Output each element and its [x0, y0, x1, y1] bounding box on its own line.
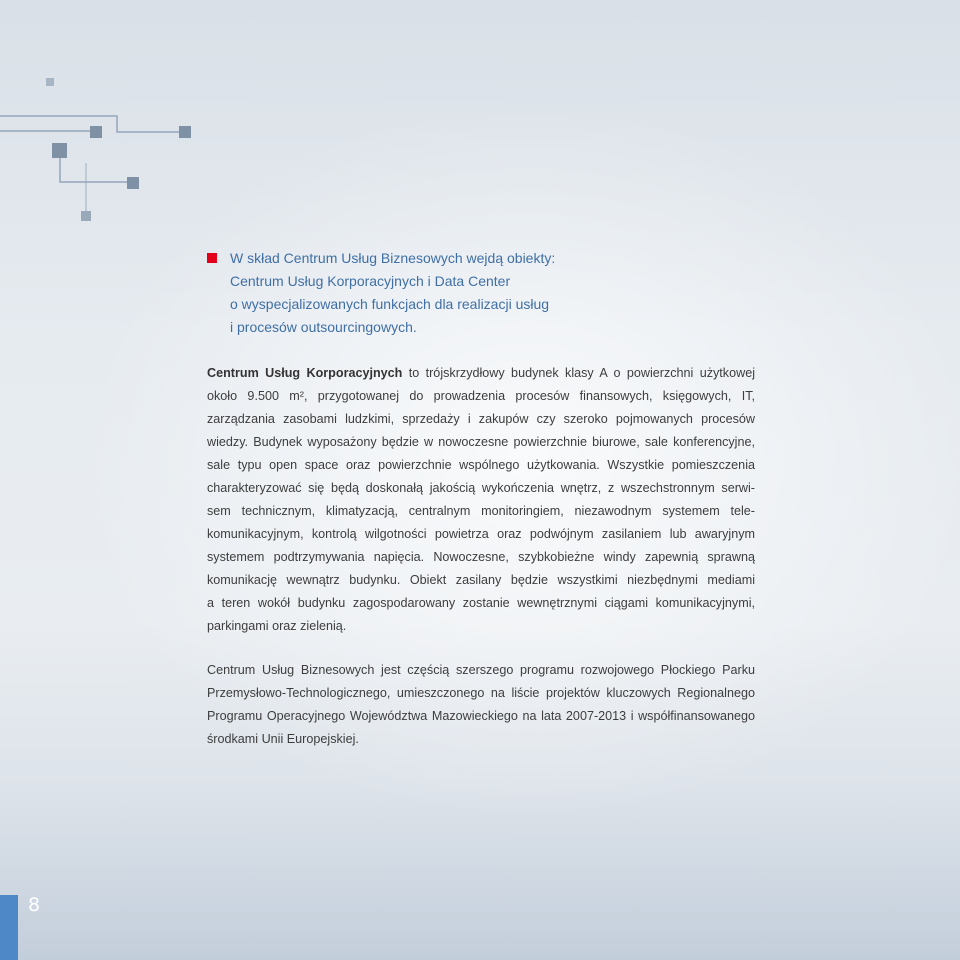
- intro-heading-block: [207, 247, 755, 339]
- circuit-node: [81, 211, 91, 221]
- paragraph-line: Programu Operacyjnego Województwa Mazowieckiego na lata 2007-2013 i współfinansowanego: [207, 709, 755, 723]
- paragraph-line: zarządzania zasobami ludzkimi, sprzedaży i zakupów czy szeroko pojmowanych procesów: [207, 412, 755, 426]
- intro-heading-line: W skład Centrum Usług Biznesowych wejdą obiekty:: [230, 250, 556, 266]
- paragraph-development-program: [207, 659, 755, 751]
- intro-heading-line: o wyspecjalizowanych funkcjach dla realizacji usług: [230, 296, 550, 312]
- circuit-node: [179, 126, 191, 138]
- paragraph-line-text: to trójskrzydłowy budynek klasy A o powierzchni użytkowej: [408, 366, 756, 380]
- paragraph-lead-bold: Centrum Usług Korporacyjnych: [207, 366, 403, 380]
- intro-heading-line: Centrum Usług Korporacyjnych i Data Center: [230, 273, 511, 289]
- circuit-node: [127, 177, 139, 189]
- paragraph-line: środkami Unii Europejskiej.: [207, 732, 359, 746]
- paragraph-line: charakteryzować się będą doskonałą jakością wykończenia wnętrz, z wszechstronnym serwi-: [207, 481, 755, 495]
- paragraph-line: [207, 362, 755, 385]
- page-number: 8: [28, 894, 41, 916]
- red-square-bullet-icon: [207, 253, 217, 263]
- circuit-node: [46, 78, 54, 86]
- paragraph-line: parkingami oraz zielenią.: [207, 619, 347, 633]
- page-number-bar: [0, 895, 18, 960]
- paragraph-line: wiedzy. Budynek wyposażony będzie w nowoczesne powierzchnie biurowe, sale konferencyjne,: [207, 435, 755, 449]
- paragraph-line: systemem podtrzymywania napięcia. Nowoczesne, szybkobieżne windy zapewnią sprawną: [207, 550, 755, 564]
- intro-heading-line: i procesów outsourcingowych.: [230, 319, 417, 335]
- paragraph-line: komunikacyjnym, kontrolą wilgotności powietrza oraz podwójnym zasilaniem lub awaryjnym: [207, 527, 755, 541]
- circuit-node: [90, 126, 102, 138]
- paragraph-line: komunikację wewnątrz budynku. Obiekt zasilany będzie wszystkimi niezbędnymi mediami: [207, 573, 755, 587]
- paragraph-line: Przemysłowo-Technologicznego, umieszczonego na liście projektów kluczowych Regionalnego: [207, 686, 755, 700]
- paragraph-line: Centrum Usług Biznesowych jest częścią szerszego programu rozwojowego Płockiego Parku: [207, 663, 755, 677]
- paragraph-line: sem technicznym, klimatyzacją, centralnym monitoringiem, niezawodnym systemem tele-: [207, 504, 755, 518]
- circuit-node: [52, 143, 67, 158]
- paragraph-line: a teren wokół budynku zagospodarowany zostanie wewnętrznymi ciągami komunikacyjnymi,: [207, 596, 755, 610]
- intro-heading: [230, 247, 755, 339]
- paragraph-line: około 9.500 m², przygotowanej do prowadzenia procesów finansowych, księgowych, IT,: [207, 389, 755, 403]
- paragraph-corporate-center: [207, 362, 755, 638]
- circuit-decoration: [0, 0, 200, 230]
- circuit-line: [60, 156, 127, 182]
- paragraph-line: sale typu open space oraz powierzchnie wspólnego użytkowania. Wszystkie pomieszczenia: [207, 458, 755, 472]
